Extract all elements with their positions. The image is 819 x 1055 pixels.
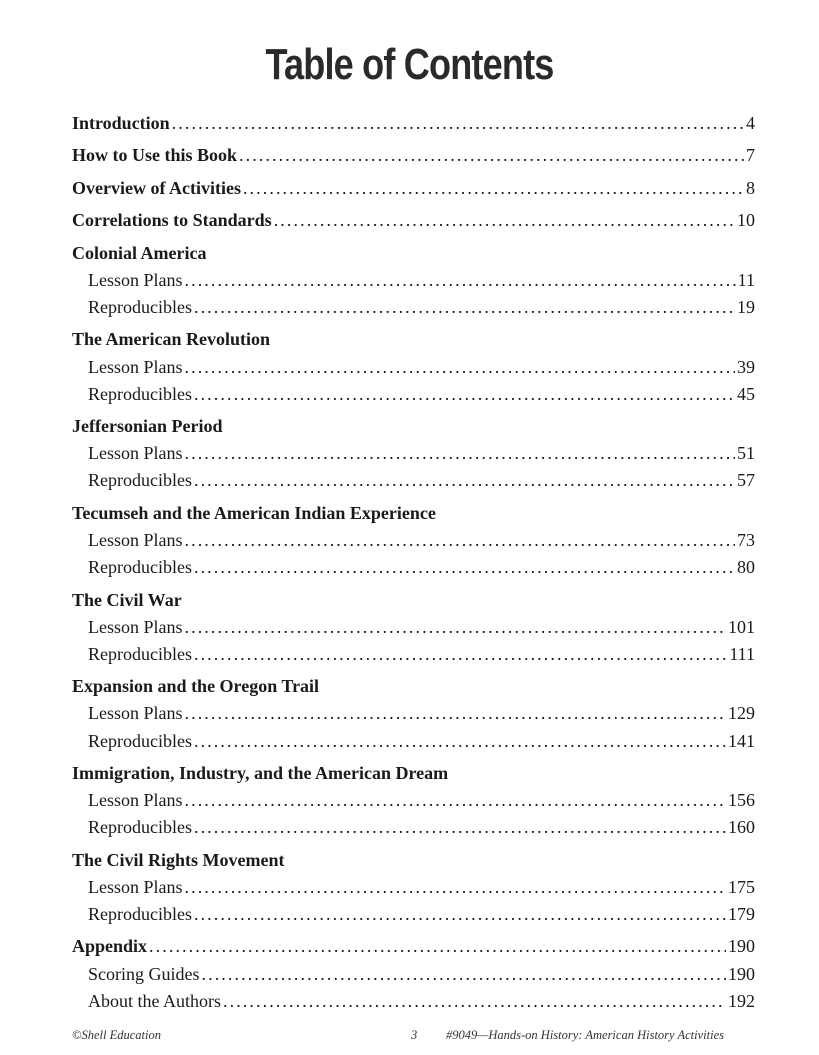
toc-entry-overview[interactable] [72, 178, 755, 202]
toc-entry-label: Introduction [72, 113, 170, 133]
toc-sub-entry[interactable]: Lesson Plans . . . 11 [72, 270, 755, 294]
page-title: Table of Contents [265, 40, 554, 89]
toc-section-heading: The American Revolution [72, 329, 270, 349]
toc-entry-page: 10 [737, 210, 755, 230]
toc-entry-page: 4 [746, 113, 755, 133]
toc-sub-entry[interactable]: Lesson Plans . . . 156 [72, 790, 755, 814]
toc-entry-correlations[interactable] [72, 210, 755, 234]
toc-sub-entry[interactable]: Lesson Plans . . . 39 [72, 357, 755, 381]
toc-section-heading: Tecumseh and the American Indian Experience [72, 503, 436, 523]
toc-entry-label: Overview of Activities [72, 178, 241, 198]
toc-section-heading: Colonial America [72, 243, 207, 263]
footer-publisher: ©Shell Education [72, 1028, 161, 1042]
toc-sub-entry[interactable]: Reproducibles . . . 45 [72, 384, 755, 408]
toc-sub-entry[interactable]: Lesson Plans . . . 51 [72, 443, 755, 467]
toc-entry-introduction[interactable] [72, 113, 755, 137]
toc-sub-entry[interactable]: Lesson Plans . . . 73 [72, 530, 755, 554]
toc-sub-entry[interactable]: Lesson Plans . . . 101 [72, 617, 755, 641]
toc-section-heading: The Civil Rights Movement [72, 850, 285, 870]
toc-sub-entry[interactable]: Reproducibles . . . 160 [72, 817, 755, 841]
toc-sub-entry[interactable]: Reproducibles . . . 80 [72, 557, 755, 581]
toc-section-heading: Jeffersonian Period [72, 416, 223, 436]
toc-sub-entry[interactable]: Reproducibles . . . 111 [72, 644, 755, 668]
toc-section-heading: Immigration, Industry, and the American Dream [72, 763, 449, 783]
footer-book-title: #9049—Hands-on History: American History Activities [446, 1028, 724, 1042]
toc-sub-entry[interactable]: Reproducibles . . . 19 [72, 297, 755, 321]
toc-entry-page: 8 [746, 178, 755, 198]
toc-entry-label: How to Use this Book [72, 145, 238, 165]
toc-entry-label: Correlations to Standards [72, 210, 272, 230]
toc-section-heading: Expansion and the Oregon Trail [72, 676, 320, 696]
toc-sub-entry[interactable]: Reproducibles . . . 179 [72, 904, 755, 928]
toc-sub-entry[interactable]: About the Authors . . . 192 [72, 991, 755, 1015]
toc-sub-entry[interactable]: Lesson Plans . . . 129 [72, 703, 755, 727]
toc-sub-entry[interactable]: Reproducibles . . . 141 [72, 731, 755, 755]
toc-sub-entry[interactable]: Scoring Guides . . . 190 [72, 964, 755, 988]
footer-page-number: 3 [411, 1028, 418, 1042]
toc-entry-how-to-use[interactable] [72, 145, 755, 169]
toc-entry-appendix[interactable]: Appendix . . . 190 [72, 936, 755, 960]
toc-entry-page: 7 [746, 145, 755, 165]
toc-sub-entry[interactable]: Lesson Plans . . . 175 [72, 877, 755, 901]
toc-sub-entry[interactable]: Reproducibles . . . 57 [72, 470, 755, 494]
toc-section-heading: The Civil War [72, 590, 182, 610]
